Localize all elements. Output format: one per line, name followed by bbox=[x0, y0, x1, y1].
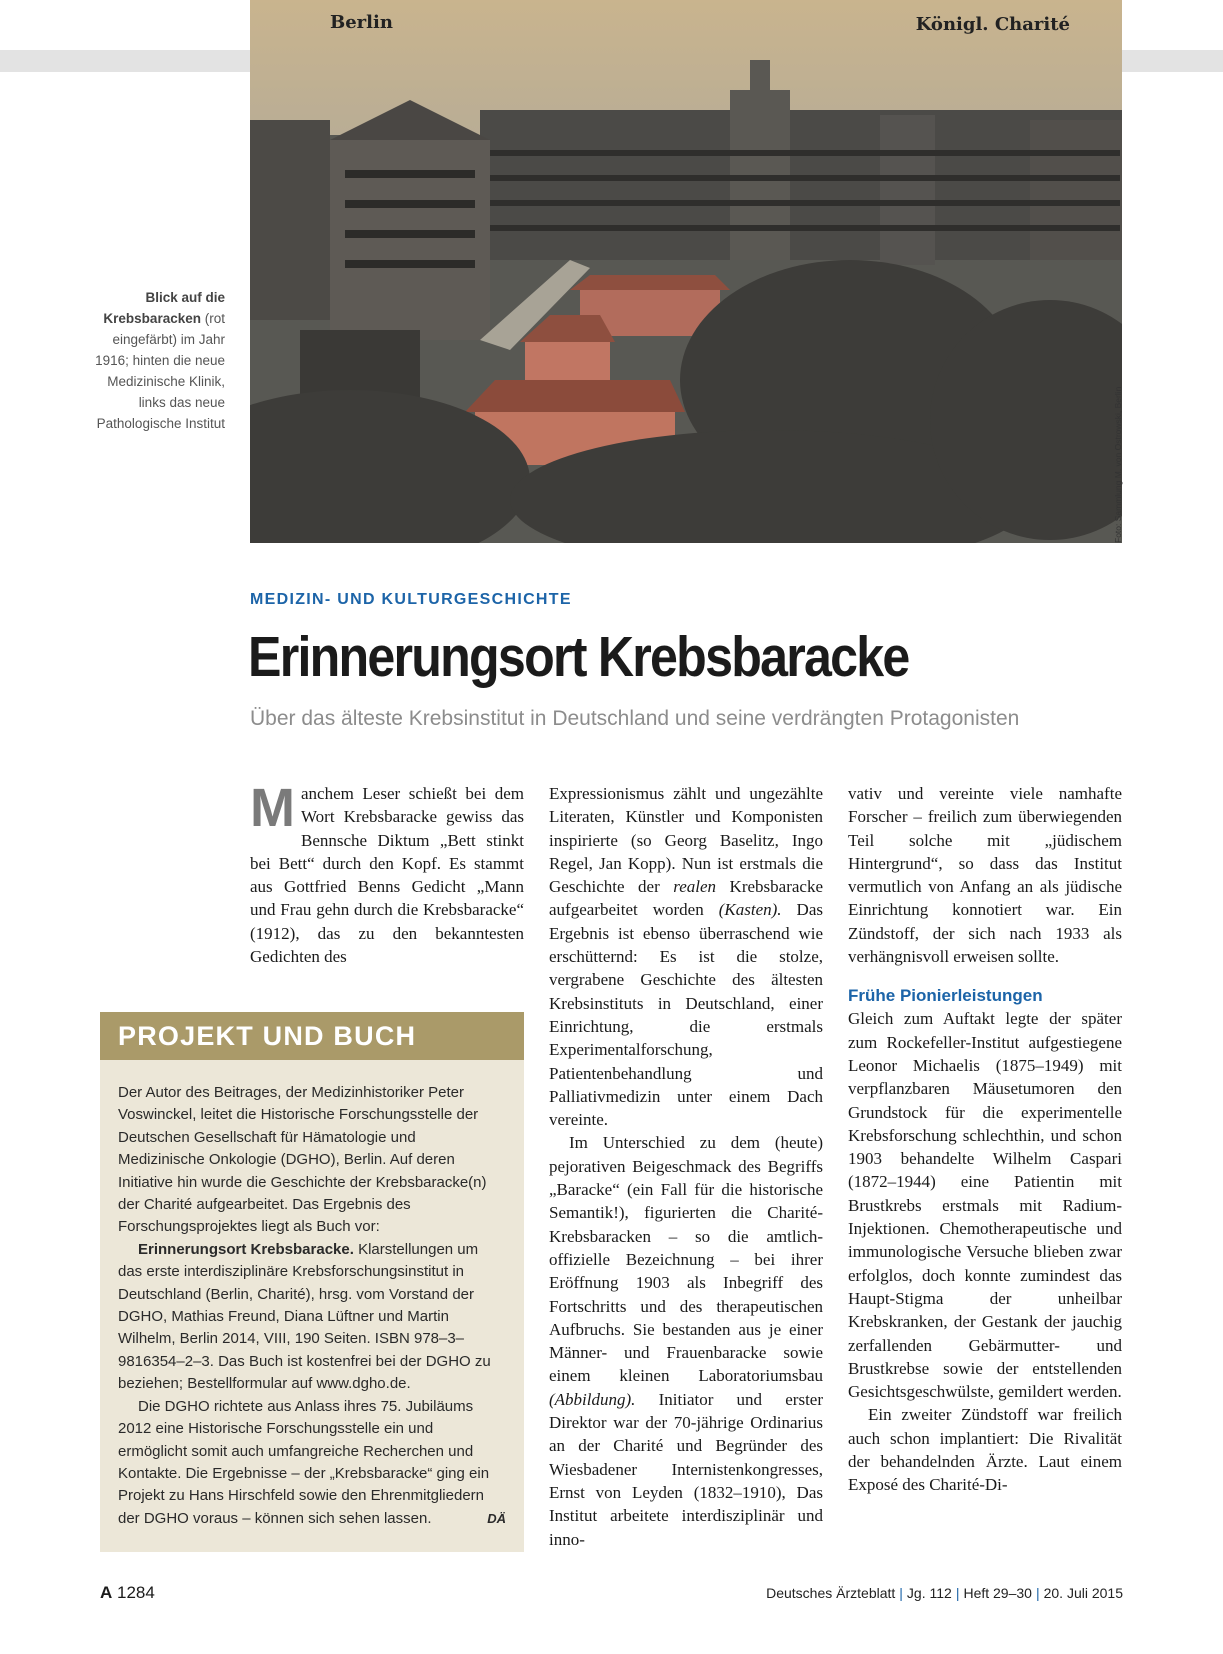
paragraph: Ein zweiter Zündstoff war freilich auch schon implantiert: Die Rivalität der behandelnden Ärzte. Laut einem Exposé des Charité-Di- bbox=[848, 1405, 1122, 1495]
paragraph-text: Das Ergebnis ist ebenso überraschend wie erschütternd: Es ist die stolze, vergrabene Geschichte des ältesten Krebsinstituts in Deutschland, einer Einrichtung, die erstmals Experimentalforschung, Patientenbehandlung und Palliativmedizin unter einem Dach vereinte. bbox=[549, 900, 823, 1130]
caption-text: (rot eingefärbt) im Jahr 1916; hinten die neue Medizinische Klinik, links das neue Pathologische Institut bbox=[95, 311, 225, 431]
drop-cap: M bbox=[250, 778, 295, 838]
photo-credit: Foto: Sammlung M. von Ostrowski, Berlin bbox=[1113, 386, 1123, 543]
paragraph-text: Im Unterschied zu dem (heute) pejorativen Beigeschmack des Begriffs „Baracke“ (ein Fall für die historische Semantik!), figurierten die Charité-Krebsbaracken – so die amtlich-offizielle Bezeichnung – bei ihrer Eröffnung 1903 als Inbegriff des Fortschritts und des therapeutischen Aufbruchs. Sie bestanden aus je einer Männer- und Frauenbaracke sowie einem kleinen Laboratoriumsbau bbox=[549, 1133, 823, 1386]
box-paragraph: Der Autor des Beitrages, der Medizinhistoriker Peter Voswinckel, leitet die Historische Forschungsstelle der Deutschen Gesellschaft für Hämatologie und Medizinische Onkologie (DGHO), Berlin. Auf deren Initiative hin wurde die Geschichte der Krebsbaracke(n) der Charité aufgearbeitet. Das Ergebnis des Forschungsprojektes liegt als Buch vor: bbox=[118, 1084, 487, 1236]
page-number bbox=[100, 1583, 155, 1603]
author-sign: DÄ bbox=[487, 1510, 506, 1526]
box-paragraph bbox=[118, 1396, 506, 1530]
journal-volume: Jg. 112 bbox=[906, 1585, 952, 1601]
journal-name: Deutsches Ärzteblatt bbox=[766, 1585, 896, 1601]
book-title: Erinnerungsort Krebsbaracke. bbox=[138, 1240, 354, 1258]
page-letter: A bbox=[100, 1583, 113, 1602]
photo-caption bbox=[80, 287, 225, 434]
emphasis: (Kasten). bbox=[718, 900, 782, 920]
info-box-heading: PROJEKT UND BUCH bbox=[100, 1012, 524, 1060]
info-box bbox=[100, 1012, 524, 1552]
historical-photo bbox=[250, 0, 1122, 543]
paragraph: vativ und vereinte viele namhafte Forscher – freilich zum überwiegenden Teil solche mit „jüdischem Hintergrund“, so dass das Institut vermutlich von Anfang an als jüdische Einrichtung konnotiert war. Ein Zündstoff, der sich nach 1933 als verhängnisvoll erweisen sollte. bbox=[848, 784, 1122, 967]
paragraph: Gleich zum Auftakt legte der später zum Rockefeller-Institut aufgestiegene Leonor Michaelis (1875–1949) mit verpflanzbaren Mäusetumoren den Grundstock für die experimentelle Krebsforschung schlechthin, und schon 1903 behandelte Wilhelm Caspari (1872–1944) eine Patientin mit Brustkrebs erstmals mit Radium-Injektionen. Chemotherapeutische und immunologische Versuche blieben zwar erfolglos, doch konnte zumindest das Haupt-Stigma der unheilbar Krebskranken, der Gestank der jauchig zerfallenden Gebärmutter- und Brustkrebse sowie der entstellenden Gesichtsgeschwülste, gemildert werden. bbox=[848, 1009, 1122, 1402]
page-number-value: 1284 bbox=[117, 1583, 155, 1602]
section-kicker: MEDIZIN- UND KULTURGESCHICHTE bbox=[250, 591, 572, 608]
emphasis: (Abbildung). bbox=[549, 1389, 636, 1409]
info-box-body bbox=[100, 1060, 524, 1530]
paragraph bbox=[250, 778, 524, 968]
box-paragraph bbox=[118, 1239, 506, 1396]
text-column-2 bbox=[549, 782, 823, 1551]
paragraph-text: anchem Leser schießt bei dem Wort Krebsbaracke gewiss das Bennsche Diktum „Bett stinkt bei Bett“ durch den Kopf. Es stammt aus Gottfried Benns Gedicht „Mann und Frau gehn durch die Krebsbaracke“ (1912), das zu den bekanntesten Gedichten des bbox=[250, 784, 524, 967]
text-column-3 bbox=[848, 782, 1122, 1497]
photo-label-right: Königl. Charité bbox=[915, 14, 1070, 35]
paragraph-text: Krebsbaracke aufgearbeitet worden bbox=[549, 877, 823, 920]
text-column-1 bbox=[250, 778, 524, 968]
paragraph bbox=[549, 1131, 823, 1550]
journal-date: 20. Juli 2015 bbox=[1043, 1585, 1123, 1601]
caption-bold: Blick auf die Krebsbaracken bbox=[103, 290, 225, 326]
paragraph-text: Expressionismus zählt und ungezählte Literaten, Künstler und Komponisten inspirierte (so Georg Baselitz, Ingo Regel, Jan Kopp). Nun ist erstmals die Geschichte der bbox=[549, 784, 823, 897]
article-title: Erinnerungsort Krebsbaracke bbox=[248, 625, 909, 689]
journal-issue: Heft 29–30 bbox=[963, 1585, 1032, 1601]
article-subtitle: Über das älteste Krebsinstitut in Deutschland und seine verdrängten Protagonisten bbox=[250, 707, 1020, 730]
paragraph-text: Initiator und erster Direktor war der 70-jährige Ordinarius an der Charité und Begründer des Wiesbadener Internistenkongresses, Ernst von Leyden (1832–1910), Das Institut arbeitete interdisziplinär und inno- bbox=[549, 1389, 824, 1549]
box-paragraph-text: Klarstellungen um das erste interdisziplinäre Krebsforschungsinstitut in Deutschland (Berlin, Charité), hrsg. vom Vorstand der DGHO, Mathias Freund, Diana Lüftner und Martin Wilhelm, Berlin 2014, VIII, 190 Seiten. ISBN 978–3–9816354–2–3. Das Buch ist kostenfrei bei der DGHO zu beziehen; Bestellformular auf www.dgho.de. bbox=[118, 1240, 491, 1393]
emphasis: realen bbox=[673, 877, 717, 897]
box-paragraph-text: Die DGHO richtete aus Anlass ihres 75. Jubiläums 2012 eine Historische Forschungsstelle ein und ermöglicht somit auch umfangreiche Recherchen und Kontakte. Die Ergebnisse – der „Krebsbaracke“ ging ein Projekt zu Hans Hirschfeld sowie den Ehrenmitgliedern der DGHO voraus – können sich sehen lassen. bbox=[118, 1397, 490, 1527]
journal-info: Deutsches Ärzteblatt | Jg. 112 | Heft 29–30 | 20. Juli 2015 bbox=[766, 1585, 1123, 1601]
paragraph bbox=[549, 782, 823, 1131]
photo-label-left: Berlin bbox=[330, 12, 393, 33]
section-heading: Frühe Pionierleistungen bbox=[848, 986, 1043, 1006]
